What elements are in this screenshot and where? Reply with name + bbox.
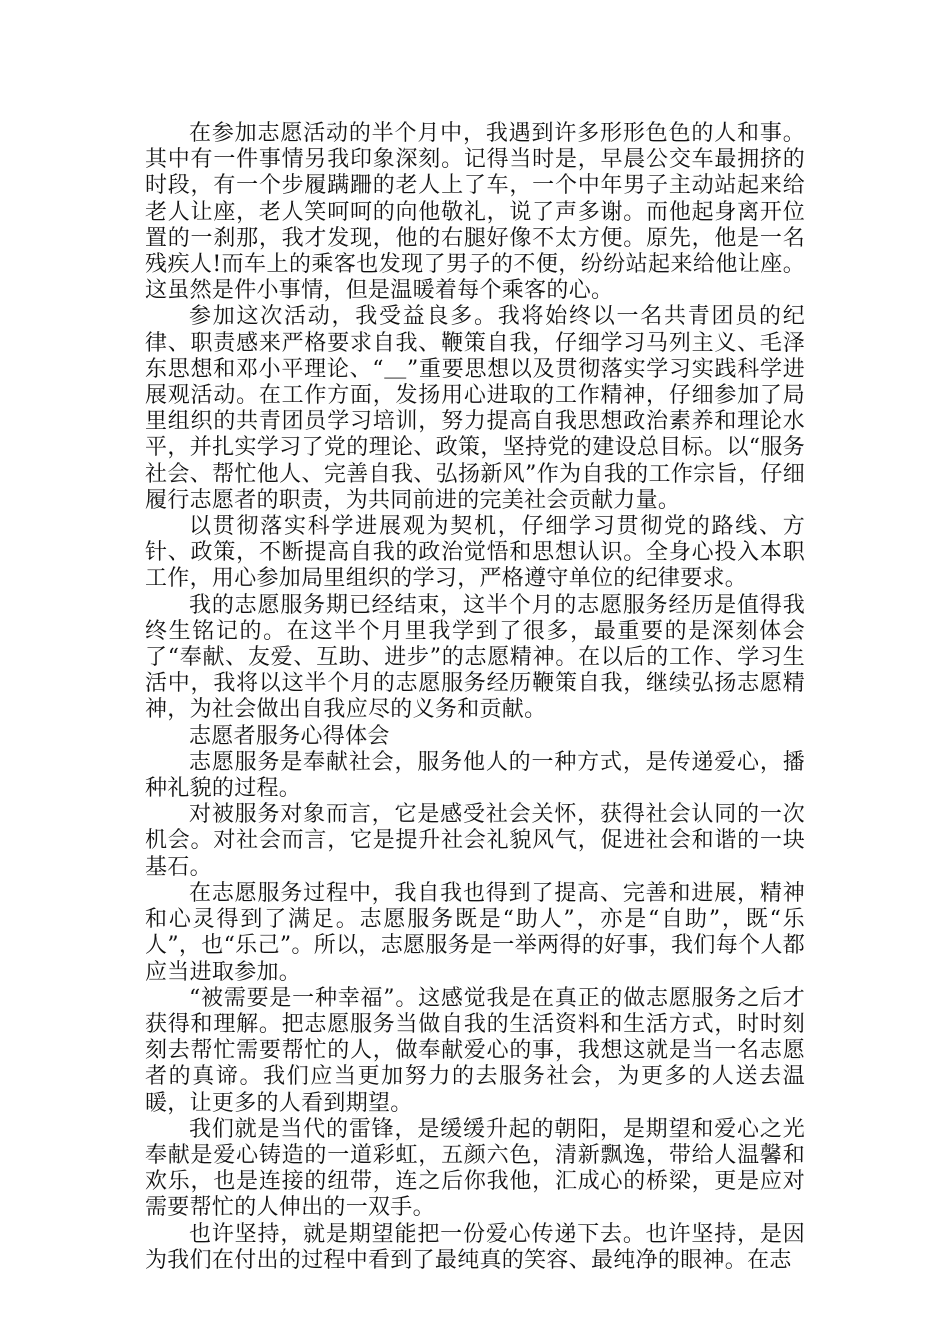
paragraph-1: 在参加志愿活动的半个月中，我遇到许多形形色色的人和事。其中有一件事情另我印象深刻。记得当时是，早晨公交车最拥挤的时段，有一个步履蹒跚的老人上了车，一个中年男子主动站起来给老人让座，老人笑呵呵的向他敬礼，说了声多谢。而他起身离开位置的一刹那，我才发现，他的右腿好像不太方便。原先，他是一名残疾人!而车上的乘客也发现了男子的不便，纷纷站起来给他让座。这虽然是件小事情，但是温暖着每个乘客的心。 <box>145 121 805 304</box>
paragraph-4: 我的志愿服务期已经结束，这半个月的志愿服务经历是值得我终生铭记的。在这半个月里我学到了很多，最重要的是深刻体会了“奉献、友爱、互助、进步”的志愿精神。在以后的工作、学习生活中，我将以这半个月的志愿服务经历鞭策自我，继续弘扬志愿精神，为社会做出自我应尽的义务和贡献。 <box>145 592 805 723</box>
document-body <box>145 121 805 1274</box>
paragraph-2: 参加这次活动，我受益良多。我将始终以一名共青团员的纪律、职责感来严格要求自我、鞭策自我，仔细学习马列主义、毛泽东思想和邓小平理论、“＿”重要思想以及贯彻落实学习实践科学进展观活动。在工作方面，发扬用心进取的工作精神，仔细参加了局里组织的共青团员学习培训，努力提高自我思想政治素养和理论水平，并扎实学习了党的理论、政策，坚持党的建设总目标。以“服务社会、帮忙他人、完善自我、弘扬新风”作为自我的工作宗旨，仔细履行志愿者的职责，为共同前进的完美社会贡献力量。 <box>145 304 805 513</box>
paragraph-10: 也许坚持，就是期望能把一份爱心传递下去。也许坚持，是因为我们在付出的过程中看到了最纯真的笑容、最纯净的眼神。在志 <box>145 1221 805 1273</box>
paragraph-7: 在志愿服务过程中，我自我也得到了提高、完善和进展，精神和心灵得到了满足。志愿服务既是“助人”，亦是“自助”，既“乐人”，也“乐己”。所以，志愿服务是一举两得的好事，我们每个人都应当进取参加。 <box>145 880 805 985</box>
paragraph-3: 以贯彻落实科学进展观为契机，仔细学习贯彻党的路线、方针、政策，不断提高自我的政治觉悟和思想认识。全身心投入本职工作，用心参加局里组织的学习，严格遵守单位的纪律要求。 <box>145 514 805 592</box>
paragraph-5: 志愿服务是奉献社会，服务他人的一种方式，是传递爱心，播种礼貌的过程。 <box>145 749 805 802</box>
paragraph-9: 我们就是当代的雷锋，是缓缓升起的朝阳，是期望和爱心之光奉献是爱心铸造的一道彩虹，五颜六色，清新飘逸，带给人温馨和欢乐，也是连接的纽带，连之后你我他，汇成心的桥梁，更是应对需要帮忙的人伸出的一双手。 <box>145 1116 805 1221</box>
paragraph-8: “被需要是一种幸福”。这感觉我是在真正的做志愿服务之后才获得和理解。把志愿服务当做自我的生活资料和生活方式，时时刻刻去帮忙需要帮忙的人，做奉献爱心的事，我想这就是当一名志愿者的真谛。我们应当更加努力的去服务社会，为更多的人送去温暖，让更多的人看到期望。 <box>145 985 805 1116</box>
paragraph-6: 对被服务对象而言，它是感受社会关怀，获得社会认同的一次机会。对社会而言，它是提升社会礼貌风气，促进社会和谐的一块基石。 <box>145 802 805 880</box>
section-heading: 志愿者服务心得体会 <box>189 723 390 749</box>
